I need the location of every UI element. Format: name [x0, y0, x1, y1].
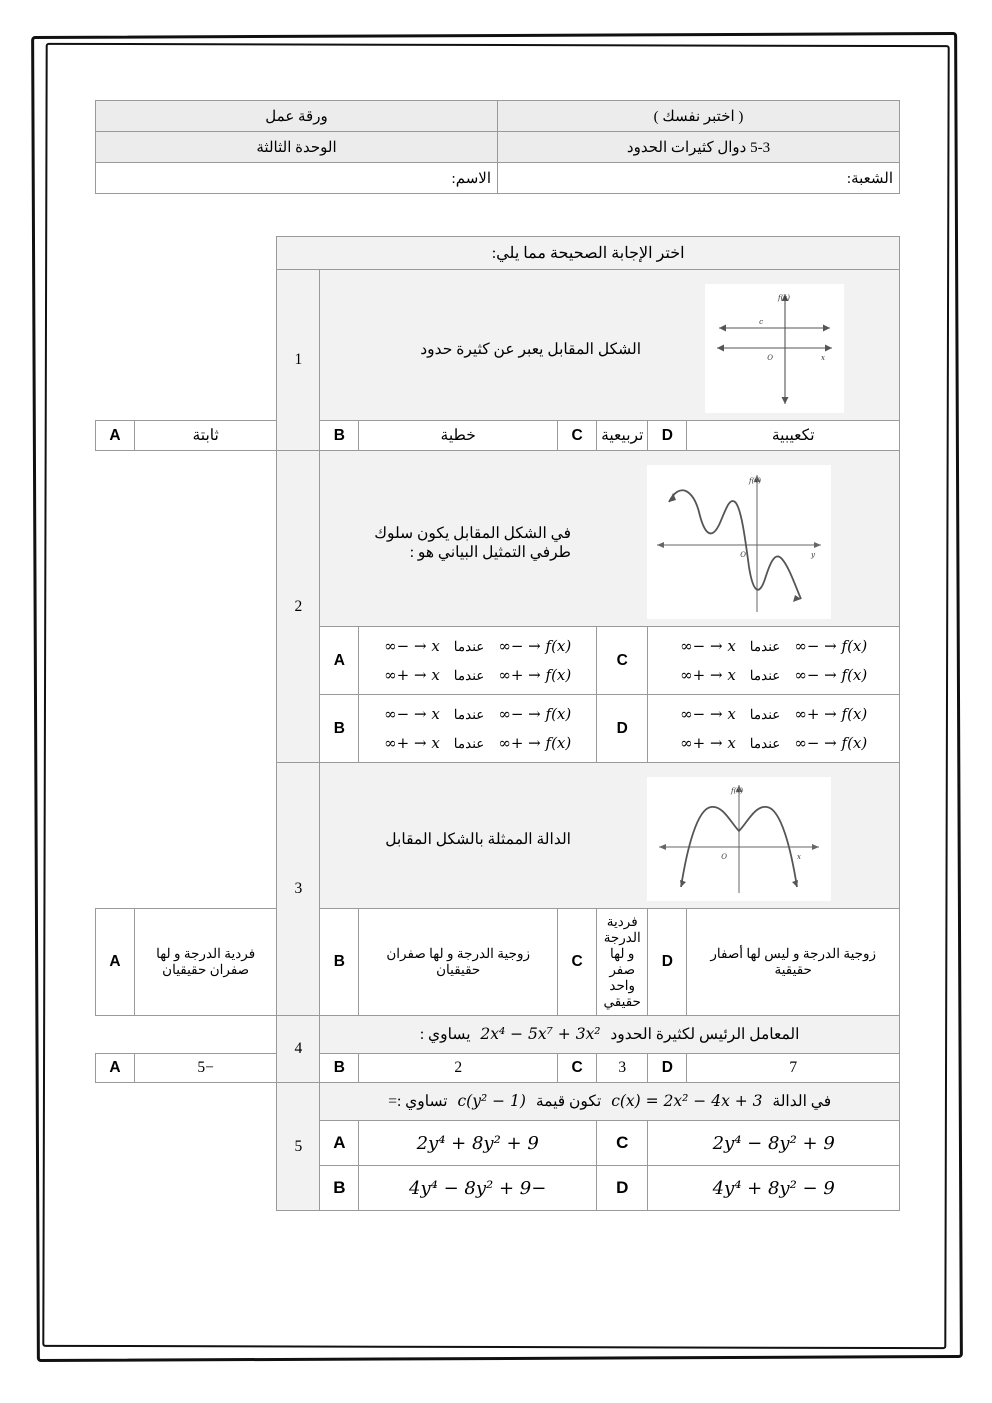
- section-field[interactable]: الشعبة:: [498, 163, 900, 194]
- q3-option-C-label[interactable]: C: [558, 909, 597, 1016]
- question-2-options-row-1: [96, 627, 900, 695]
- q2-A-line1-mid: عندما: [453, 639, 485, 654]
- question-5-options-row-1: [96, 1121, 900, 1166]
- question-3-options-row: [96, 909, 900, 1016]
- question-3-body-row: [96, 763, 900, 909]
- q2-B-line1-right: x → −∞: [384, 705, 440, 723]
- svg-text:O: O: [740, 551, 746, 559]
- q3-option-C-value[interactable]: فردية الدرجة و لها صفر واحد حقيقي: [597, 909, 648, 1016]
- question-5-text-after: تساوي :=: [388, 1093, 448, 1110]
- q3-option-D-value[interactable]: زوجية الدرجة و ليس لها أصفار حقيقية: [687, 909, 900, 1016]
- q1-option-B-value[interactable]: خطية: [359, 421, 558, 451]
- header-row-subtitle: [96, 132, 900, 163]
- svg-text:f(x): f(x): [730, 787, 743, 795]
- q2-D-line1-right: x → −∞: [680, 705, 736, 723]
- svg-text:x: x: [820, 354, 825, 362]
- figure-constant-function: [659, 278, 889, 420]
- q2-option-B-label[interactable]: B: [320, 695, 359, 763]
- question-4-text-before: المعامل الرئيس لكثيرة الحدود: [610, 1026, 800, 1043]
- q5-option-A-label[interactable]: A: [320, 1121, 359, 1166]
- q3-option-A-label[interactable]: A: [96, 909, 135, 1016]
- header-right-title: ورقة عمل: [96, 101, 498, 132]
- question-1-options-row: [96, 421, 900, 451]
- question-3-text: الدالة الممثلة بالشكل المقابل: [385, 831, 571, 848]
- question-5-expression-2: c(y² − 1): [457, 1092, 526, 1110]
- page-content: [95, 100, 900, 1211]
- q2-D-line1-left: f(x) → +∞: [794, 705, 868, 723]
- q4-option-A-label[interactable]: A: [96, 1054, 135, 1083]
- quartic-two-hump-graph: [649, 779, 829, 899]
- q1-option-B-label[interactable]: B: [320, 421, 359, 451]
- question-5-text-before: في الدالة: [772, 1093, 832, 1110]
- question-4-expression: 2x⁴ − 5x⁷ + 3x²: [480, 1025, 601, 1043]
- header-row-name: [96, 163, 900, 194]
- q2-B-line2-mid: عندما: [453, 735, 485, 751]
- question-3-number: 3: [277, 763, 320, 1016]
- header-left-sub: 5-3 دوال كثيرات الحدود: [498, 132, 900, 163]
- svg-text:O: O: [766, 354, 773, 362]
- q3-option-A-value[interactable]: فردية الدرجة و لها صفران حقيقيان: [135, 909, 277, 1016]
- q4-option-D-value[interactable]: 7: [687, 1054, 900, 1083]
- q2-A-line2-left: f(x) → +∞: [498, 665, 572, 684]
- q1-option-C-value[interactable]: تربيعية: [597, 421, 648, 451]
- q5-option-B-label[interactable]: B: [320, 1166, 359, 1211]
- q2-B-line1-mid: عندما: [453, 707, 485, 722]
- question-4-body-row: [96, 1016, 900, 1054]
- q2-A-line2-mid: عندما: [453, 667, 485, 683]
- q5-option-B-value[interactable]: −4y⁴ − 8y² + 9: [359, 1166, 597, 1211]
- q2-C-line2-right: x → +∞: [680, 665, 736, 684]
- question-3: [320, 763, 900, 909]
- instruction-text: اختر الإجابة الصحيحة مما يلي:: [277, 237, 900, 270]
- figure-wavy-polynomial: [589, 459, 889, 626]
- svg-text:y: y: [811, 551, 815, 559]
- name-field[interactable]: الاسم:: [96, 163, 498, 194]
- svg-text:f(x): f(x): [748, 477, 761, 485]
- figure-quartic-two-hump: [589, 771, 889, 908]
- q1-option-A-label[interactable]: A: [96, 421, 135, 451]
- svg-text:c: c: [758, 318, 763, 326]
- svg-text:O: O: [721, 853, 727, 861]
- q1-option-D-label[interactable]: D: [648, 421, 687, 451]
- q4-option-C-value[interactable]: 3: [597, 1054, 648, 1083]
- q5-option-A-value[interactable]: 2y⁴ + 8y² + 9: [359, 1121, 597, 1166]
- q2-B-line1-left: f(x) → −∞: [498, 705, 572, 723]
- q1-option-C-label[interactable]: C: [558, 421, 597, 451]
- q2-A-line1-left: f(x) → −∞: [498, 637, 572, 655]
- q2-option-A-value[interactable]: [359, 627, 597, 695]
- q5-option-D-value[interactable]: 4y⁴ + 8y² − 9: [648, 1166, 900, 1211]
- q2-option-A-label[interactable]: A: [320, 627, 359, 695]
- header-table: [95, 100, 900, 194]
- q2-B-line2-left: f(x) → +∞: [498, 733, 572, 752]
- question-1: [320, 270, 900, 421]
- q2-option-D-value[interactable]: [648, 695, 900, 763]
- header-right-sub: الوحدة الثالثة: [96, 132, 498, 163]
- instruction-row: [96, 237, 900, 270]
- q2-C-line1-mid: عندما: [749, 639, 781, 654]
- quiz-table: [95, 236, 900, 1211]
- q4-option-C-label[interactable]: C: [558, 1054, 597, 1083]
- question-4: [320, 1016, 900, 1054]
- q2-C-line2-mid: عندما: [749, 667, 781, 683]
- q2-D-line2-mid: عندما: [749, 735, 781, 751]
- q2-C-line2-left: f(x) → −∞: [794, 665, 868, 684]
- question-2-body-row: [96, 451, 900, 627]
- q3-option-B-label[interactable]: B: [320, 909, 359, 1016]
- q2-A-line1-right: x → −∞: [384, 637, 440, 655]
- q2-option-C-value[interactable]: [648, 627, 900, 695]
- question-1-text: الشكل المقابل يعبر عن كثيرة حدود: [420, 340, 641, 358]
- question-5-body-row: [96, 1083, 900, 1121]
- q4-option-A-value[interactable]: −5: [135, 1054, 277, 1083]
- q2-C-line1-left: f(x) → −∞: [794, 637, 868, 655]
- question-4-text-after: يساوي :: [419, 1026, 471, 1043]
- question-2: [320, 451, 900, 627]
- q1-option-A-value[interactable]: ثابتة: [135, 421, 277, 451]
- question-4-number: 4: [277, 1016, 320, 1083]
- q2-option-C-label[interactable]: C: [597, 627, 648, 695]
- q4-option-B-label[interactable]: B: [320, 1054, 359, 1083]
- q5-option-D-label[interactable]: D: [597, 1166, 648, 1211]
- q3-option-B-value[interactable]: زوجية الدرجة و لها صفران حقيقيان: [359, 909, 558, 1016]
- svg-text:x: x: [797, 853, 801, 861]
- question-2-number: 2: [277, 451, 320, 763]
- constant-function-graph: [707, 286, 842, 411]
- q2-option-B-value[interactable]: [359, 695, 597, 763]
- q2-A-line2-right: x → +∞: [384, 665, 440, 684]
- q5-option-C-label[interactable]: C: [597, 1121, 648, 1166]
- q2-D-line2-right: x → +∞: [680, 733, 736, 752]
- question-4-options-row: [96, 1054, 900, 1083]
- wavy-polynomial-graph: [649, 467, 829, 617]
- question-5-options-row-2: [96, 1166, 900, 1211]
- question-2-text: في الشكل المقابل يكون سلوك طرفي التمثيل البياني هو :: [374, 524, 571, 561]
- question-5-expression-1: c(x) = 2x² − 4x + 3: [611, 1092, 763, 1110]
- question-5-text-middle: تكون قيمة: [535, 1093, 602, 1110]
- q2-option-D-label[interactable]: D: [597, 695, 648, 763]
- header-left-title: ( اختبر نفسك ): [498, 101, 900, 132]
- q4-option-B-value[interactable]: 2: [359, 1054, 558, 1083]
- q4-option-D-label[interactable]: D: [648, 1054, 687, 1083]
- q2-C-line1-right: x → −∞: [680, 637, 736, 655]
- header-row-title: [96, 101, 900, 132]
- q2-B-line2-right: x → +∞: [384, 733, 440, 752]
- svg-text:f(x): f(x): [777, 294, 790, 302]
- question-5: [320, 1083, 900, 1121]
- q3-option-D-label[interactable]: D: [648, 909, 687, 1016]
- question-5-number: 5: [277, 1083, 320, 1211]
- q5-option-C-value[interactable]: 2y⁴ − 8y² + 9: [648, 1121, 900, 1166]
- question-1-number: 1: [277, 270, 320, 451]
- q2-D-line2-left: f(x) → −∞: [794, 733, 868, 752]
- question-2-options-row-2: [96, 695, 900, 763]
- q1-option-D-value[interactable]: تكعيبية: [687, 421, 900, 451]
- q2-D-line1-mid: عندما: [749, 707, 781, 722]
- question-1-body-row: [96, 270, 900, 421]
